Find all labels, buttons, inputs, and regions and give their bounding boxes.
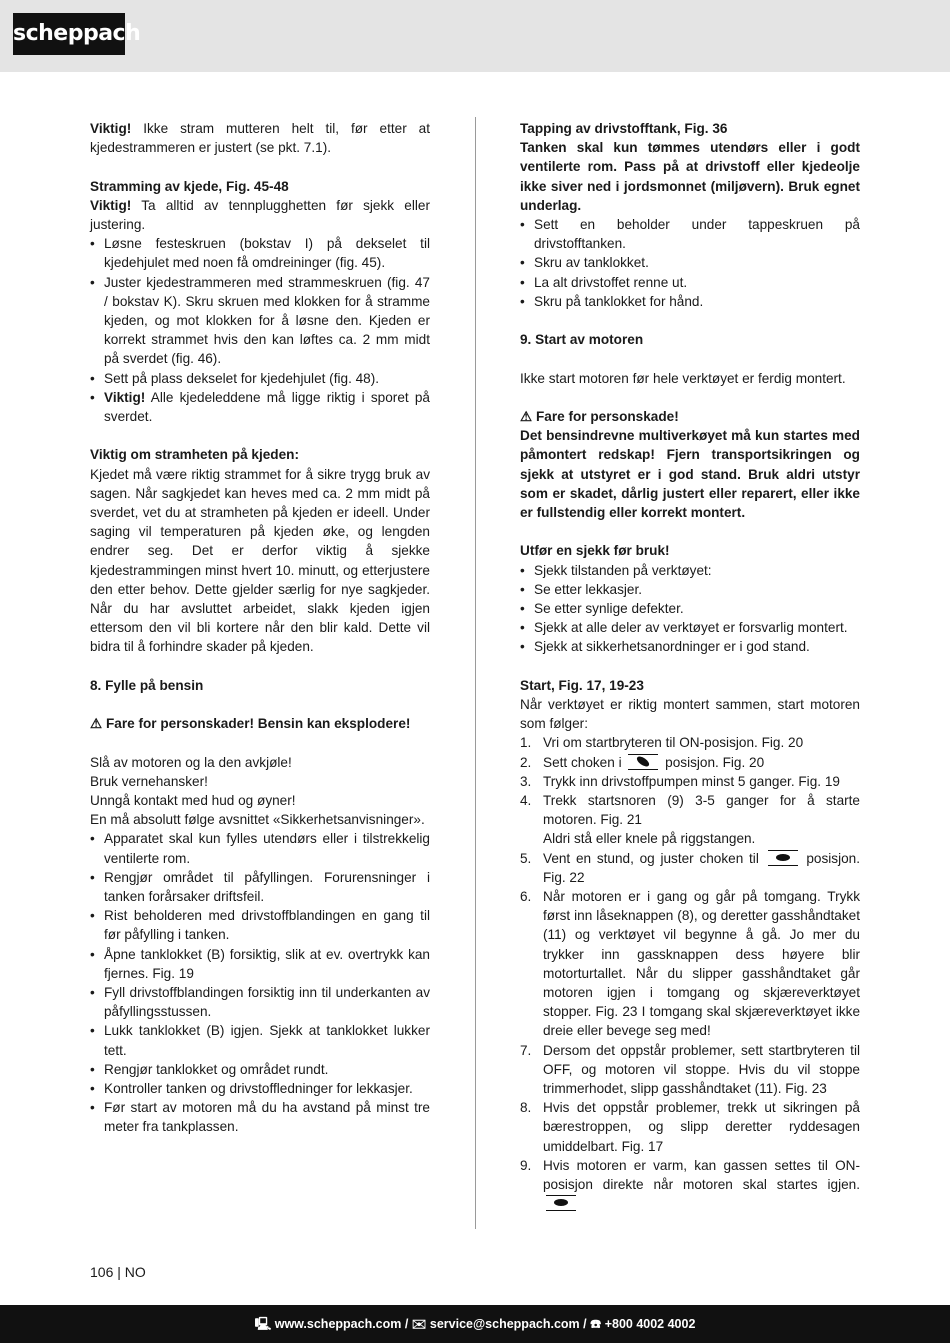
fuel-line: Slå av motoren og la den avkjøle! [90,754,292,770]
choke-open-icon [546,1195,576,1211]
section-heading-fuel: 8. Fylle på bensin [90,677,204,693]
list-item: • Apparatet skal kun fylles utendørs eller i tilstrekkelig ventilerte rom. [90,831,430,866]
page-number: 106 | NO [90,1264,146,1280]
fuel-line: En må absolutt følge avsnittet «Sikkerhetsanvisninger». [90,812,425,828]
left-column [90,119,430,1137]
fuel-line: Bruk vernehansker! [90,773,208,789]
drain-warning: Tanken skal kun tømmes utendørs eller i godt ventilerte rom. Pass på at drivstoff eller kjedeolje ikke siver ned i jordsmonnet (miljøvern). Bruk egnet underlag. [520,140,860,213]
fuel-list [90,829,430,1136]
list-item: • Sjekk at sikkerhetsanordninger er i god stand. [520,639,810,655]
list-item: • Åpne tanklokket (B) forsiktig, slik at ev. overtrykk kan fjernes. Fig. 19 [90,946,430,981]
list-item: 5. Vent en stund, og juster choken til posisjon. Fig. 22 [520,850,860,885]
startfig-intro: Når verktøyet er riktig montert sammen, start motoren som følger: [520,697,860,732]
column-divider [475,117,476,1229]
section-heading-tension: Stramming av kjede, Fig. 45-48 [90,178,289,194]
warning-fuel: ⚠ Fare for personskader! Bensin kan eksplodere! [90,716,411,732]
list-item: 6. Når motoren er i gang og går på tomgang. Trykk først inn låseknappen (8), og deretter gasshåndtaket (11) og verktøyet vil begynne å gå. Jo mer du trykker inn gassknappen dess høyere blir motorturtallet. Når du slipper gasshåndtaket går motoren igjen i tomgang og skjæreverktøyet stopper. Fig. 23 I tomgang skal skjæreverktøyet ikke dreie eller bevege seg med! [520,889,860,1039]
page-header [0,0,950,72]
list-item: 7. Dersom det oppstår problemer, sett startbryteren til OFF, og motoren vil stoppe. Hvis du vil stoppe trimmerhodet, slipp gasshåndtaket (11). Fig. 23 [520,1042,860,1097]
check-list [520,561,860,657]
list-item: • La alt drivstoffet renne ut. [520,274,688,290]
list-item: • Skru på tanklokket for hånd. [520,293,704,309]
list-item: • Sjekk tilstanden på verktøyet: [520,562,712,578]
list-item: • Før start av motoren må du ha avstand på minst tre meter fra tankplassen. [90,1100,430,1135]
list-item: • Lukk tanklokket (B) igjen. Sjekk at tanklokket lukker tett. [90,1023,430,1058]
chain-note: Viktig! Ikke stram mutteren helt til, før etter at kjedestrammeren er justert (se pkt. 7.1). [90,121,430,156]
list-item: • Rist beholderen med drivstoffblandingen en gang til før påfylling i tanken. [90,908,430,943]
list-item: • Juster kjedestrammeren med strammeskruen (fig. 47 / bokstav K). Skru skruen med klokken for å stramme kjeden, og mot klokken for å løsne den. Kjeden er korrekt strammet hvis den kan løftes ca. 2 mm midt på sverdet (fig. 46). [90,274,430,367]
start-intro: Ikke start motoren før hele verktøyet er ferdig montert. [520,370,846,386]
brand-logo: scheppach [13,13,125,55]
fuel-line: Unngå kontakt med hud og øyner! [90,793,296,809]
list-item: 8. Hvis det oppstår problemer, trekk ut sikringen på bærestroppen, og slipp deretter ryddesagen umiddelbart. Fig. 17 [520,1100,860,1154]
warning-text: Det bensindrevne multiverkøyet må kun startes med påmontert redskap! Fjern transportsikringen og sjekk at utstyret er i god stand. Bruk aldri utstyr som er skadet, dårlig justert eller reparert, eller ikke er fullstendig eller korrekt montert. [520,428,860,521]
list-item: 4. Trekk startsnoren (9) 3-5 ganger for å starte motoren. Fig. 21 Aldri stå eller knele på riggstangen. [520,793,860,847]
list-item: • Skru av tanklokket. [520,255,649,271]
page-footer [0,1305,950,1343]
list-item: • Rengjør tanklokket og området rundt. [90,1061,329,1077]
list-item: 9. Hvis motoren er varm, kan gassen settes til ON-posisjon direkte når motoren skal startes igjen. [520,1156,860,1214]
list-item: • Fyll drivstoffblandingen forsiktig inn til underkanten av påfyllingsstussen. [90,985,430,1020]
list-item: • Sjekk at alle deler av verktøyet er forsvarlig montert. [520,620,848,636]
contact-line: 🖳 www.scheppach.com / ✉ service@scheppach.com / ☎ +800 4002 4002 [254,1317,696,1331]
important-paragraph: Kjedet må være riktig strammet for å sikre trygg bruk av sagen. Når sagkjedet kan heves med ca. 2 mm midt på sverdet, vet du at stramheten på kjeden er ideell. Under saging vil temperaturen på kjeden øke, og lengden endrer seg. Det er derfor viktig å sjekke kjedestrammingen minst hvert 10. minutt, og etterjustere den etter behov. Dette gjelder særlig for nye sagkjeder. Når du har avsluttet arbeidet, slakk kjeden igjen ettersom den vil bli kortere når den blir kald. Dette vil bidra til å forhindre skader på kjeden. [90,466,430,655]
list-item: • Se etter lekkasjer. [520,581,643,597]
section-heading-start: 9. Start av motoren [520,332,644,348]
tension-note: Viktig! Ta alltid av tennplugghetten før sjekk eller justering. [90,197,430,232]
choke-open-icon [768,850,798,866]
list-item: 2. Sett choken i posisjon. Fig. 20 [520,754,765,770]
right-column [520,119,860,1214]
tension-list [90,234,430,426]
start-steps [520,733,860,1213]
list-item: • Se etter synlige defekter. [520,601,684,617]
list-item: 1. Vri om startbryteren til ON-posisjon. Fig. 20 [520,735,804,751]
list-item: • Kontroller tanken og drivstoffledninger for lekkasjer. [90,1081,413,1097]
choke-closed-icon [628,754,658,770]
section-heading-startfig: Start, Fig. 17, 19-23 [520,677,644,693]
list-item: • Rengjør området til påfyllingen. Forurensninger i tanken forårsaker driftsfeil. [90,869,430,905]
section-heading-drain: Tapping av drivstofftank, Fig. 36 [520,121,728,136]
list-item: • Sett på plass dekselet for kjedehjulet (fig. 48). [90,370,380,386]
list-item: • Løsne festeskruen (bokstav I) på dekselet til kjedehjulet med noen få omdreininger (fig. 45). [90,236,430,271]
drain-list [520,215,860,311]
section-heading-check: Utfør en sjekk før bruk! [520,543,670,559]
list-item: • Sett en beholder under tappeskruen på drivstofftanken. [520,217,860,252]
warning-heading: ⚠ Fare for personskade! [520,409,679,424]
list-item: 3. Trykk inn drivstoffpumpen minst 5 ganger. Fig. 19 [520,773,840,789]
list-item: • Viktig! Alle kjedeleddene må ligge riktig i sporet på sverdet. [90,389,430,425]
section-heading-important: Viktig om stramheten på kjeden: [90,447,299,463]
